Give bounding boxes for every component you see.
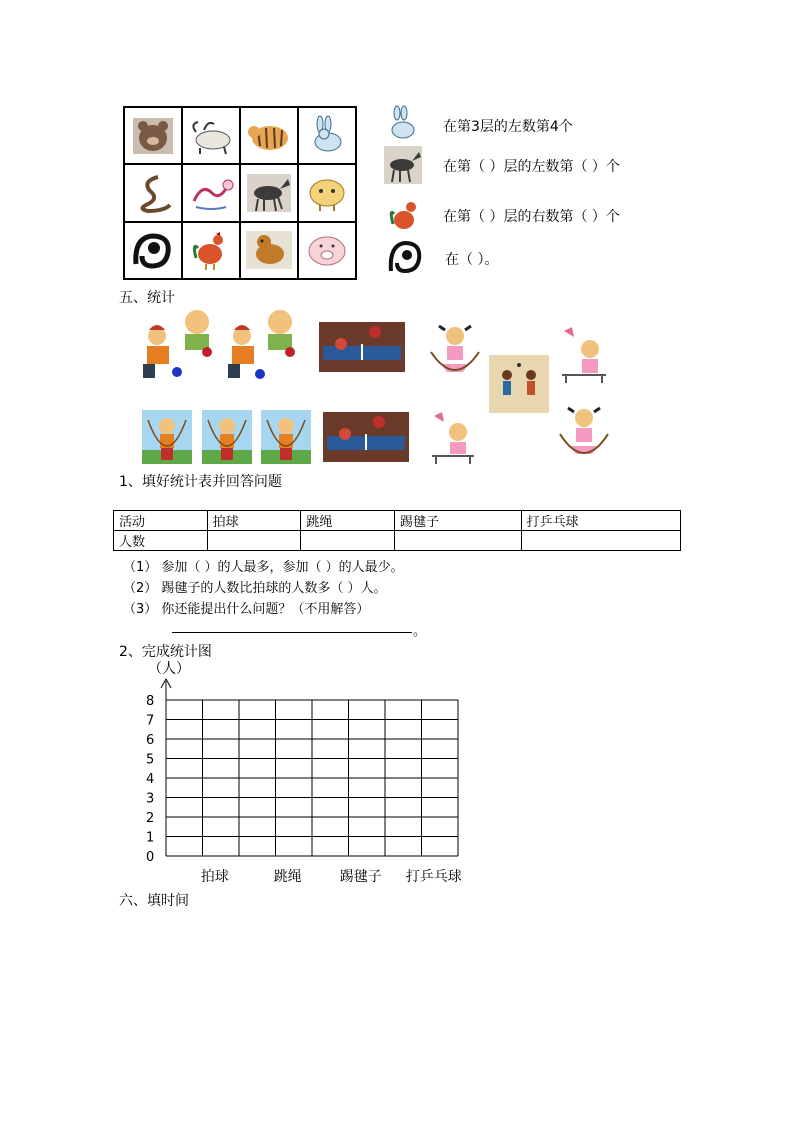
- y-tick-label: 1: [146, 830, 155, 846]
- rabbit-icon: [383, 104, 423, 144]
- ball-bouncing-pic: [220, 306, 305, 384]
- dragon-icon: [186, 171, 236, 215]
- y-tick-label: 0: [146, 850, 155, 865]
- jump-rope-pic: [556, 402, 612, 466]
- zodiac-grid: [123, 106, 357, 280]
- stat-table: [113, 510, 681, 551]
- zodiac-cell: [182, 107, 240, 164]
- zodiac-question-3: 在第（ ）层的右数第（ ）个: [443, 209, 620, 225]
- pig-icon: [302, 228, 352, 272]
- sheep-icon: [302, 171, 352, 215]
- ping-pong-pic: [323, 412, 409, 462]
- question-icon: [383, 145, 423, 189]
- section-6-title: 六、填时间: [119, 893, 189, 909]
- table-header-cell: 跳绳: [301, 511, 395, 531]
- snake-icon: [128, 171, 178, 215]
- question-icon: [383, 104, 423, 148]
- tiger-icon: [244, 114, 294, 158]
- y-tick-label: 5: [146, 752, 155, 768]
- table-input-cell[interactable]: [207, 531, 301, 551]
- jump-rope-kid-pic: [202, 410, 252, 464]
- zodiac-cell: [298, 164, 356, 221]
- zodiac-cell: [240, 164, 298, 221]
- zodiac-cell: [124, 222, 182, 279]
- zodiac-cell: [298, 107, 356, 164]
- x-tick-label: 拍球: [200, 869, 229, 885]
- zodiac-question-1: 在第3层的左数第4个: [443, 119, 573, 135]
- q1-title: 1、填好统计表并回答问题: [119, 474, 282, 490]
- table-cell: 人数: [114, 531, 208, 551]
- zodiac-cell: [124, 164, 182, 221]
- y-tick-label: 8: [146, 694, 155, 709]
- y-tick-label: 6: [146, 733, 155, 748]
- bar-chart-svg[interactable]: [140, 655, 480, 890]
- table-header-cell: 打乒乓球: [521, 511, 680, 531]
- zodiac-cell: [182, 164, 240, 221]
- table-row: [114, 511, 681, 531]
- zodiac-cell: [124, 107, 182, 164]
- q2-title: 2、完成统计图: [119, 644, 212, 660]
- y-tick-label: 4: [146, 772, 155, 787]
- y-tick-label: 7: [146, 713, 155, 729]
- table-row: [114, 531, 681, 551]
- monkey-icon: [385, 237, 425, 277]
- shuttlecock-kick-pic: [556, 325, 612, 385]
- horse-icon: [244, 171, 294, 215]
- ball-bouncing-pic: [135, 306, 225, 384]
- shuttlecock-kick-pic: [489, 355, 549, 413]
- answer-line[interactable]: [172, 632, 412, 633]
- question-2: （2） 踢毽子的人数比拍球的人数多（ ）人。: [123, 581, 387, 596]
- zodiac-question-4: 在（ ）。: [445, 252, 499, 268]
- ox-icon: [186, 114, 236, 158]
- dog-icon: [244, 228, 294, 272]
- question-icon: [385, 237, 425, 281]
- x-tick-label: 打乒乓球: [405, 869, 462, 885]
- jump-rope-pic: [425, 322, 485, 384]
- zodiac-cell: [240, 107, 298, 164]
- bear-icon: [128, 114, 178, 158]
- question-1: （1） 参加（ ）的人最多，参加（ ）的人最少。: [123, 560, 404, 575]
- x-tick-label: 跳绳: [273, 869, 302, 885]
- jump-rope-kid-pic: [261, 410, 311, 464]
- rooster-icon: [385, 196, 425, 236]
- table-input-cell[interactable]: [394, 531, 521, 551]
- x-tick-label: 踢毽子: [339, 869, 382, 885]
- zodiac-cell: [240, 222, 298, 279]
- table-header-cell: 拍球: [207, 511, 301, 531]
- y-axis-label: （人）: [148, 661, 190, 677]
- table-header-cell: 活动: [114, 511, 208, 531]
- table-input-cell[interactable]: [521, 531, 680, 551]
- horse-icon: [383, 145, 423, 185]
- zodiac-question-2: 在第（ ）层的左数第（ ）个: [443, 159, 620, 175]
- shuttlecock-kick-pic: [428, 410, 478, 466]
- question-3: （3） 你还能提出什么问题？（不用解答）: [123, 602, 370, 617]
- rabbit-icon: [302, 114, 352, 158]
- bar-chart: [140, 655, 480, 890]
- monkey-icon: [128, 228, 178, 272]
- section-5-title: 五、统计: [119, 290, 175, 306]
- table-header-cell: 踢毽子: [394, 511, 521, 531]
- ping-pong-pic: [319, 322, 405, 372]
- zodiac-cell: [298, 222, 356, 279]
- table-input-cell[interactable]: [301, 531, 395, 551]
- y-tick-label: 2: [146, 811, 155, 826]
- jump-rope-kid-pic: [142, 410, 192, 464]
- zodiac-cell: [182, 222, 240, 279]
- y-tick-label: 3: [146, 791, 155, 807]
- answer-line-end: 。: [413, 624, 427, 639]
- rooster-icon: [186, 228, 236, 272]
- question-icon: [385, 196, 425, 240]
